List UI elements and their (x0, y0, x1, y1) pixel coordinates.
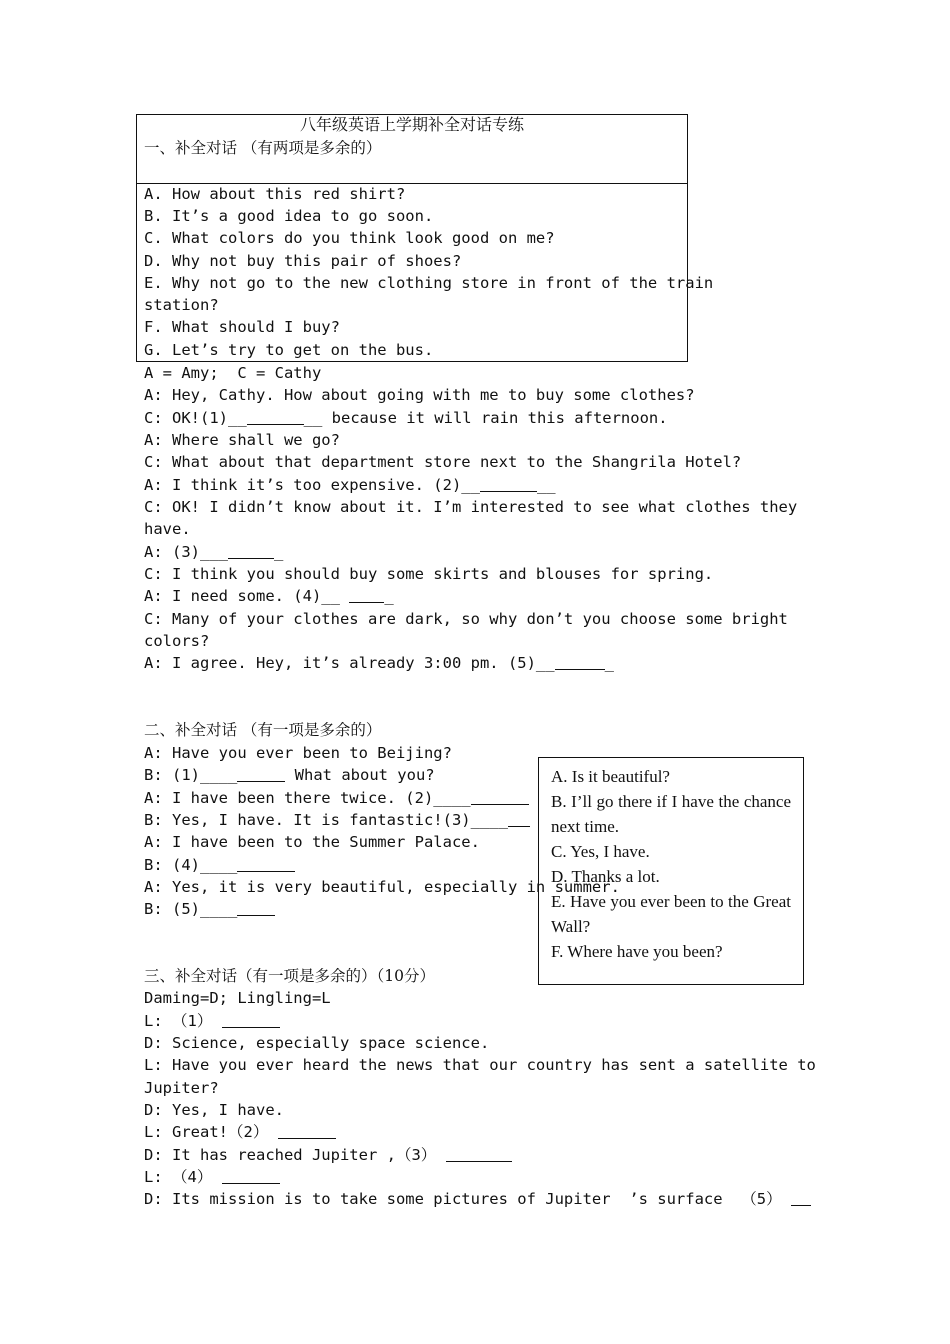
roles-line: A = Amy; C = Cathy (144, 364, 322, 382)
option-b: B. It’s a good idea to go soon. (144, 207, 434, 225)
dialog-line: A: I need some. (4)__ _ (144, 587, 394, 605)
option-b: B. I’ll go there if I have the chance next time. (551, 792, 791, 836)
section-2-heading: 二、补全对话 （有一项是多余的） (144, 721, 382, 739)
option-f: F. Where have you been? (551, 942, 723, 961)
dialog-line: A: Where shall we go? (144, 431, 340, 449)
dialog-line: C: Many of your clothes are dark, so why don’t you choose some bright (144, 610, 788, 628)
option-e-cont: station? (144, 296, 219, 314)
blank-5[interactable] (555, 653, 605, 670)
dialog-line: C: What about that department store next to the Shangrila Hotel? (144, 453, 742, 471)
dialog-line: C: OK! I didn’t know about it. I’m interested to see what clothes they (144, 498, 798, 516)
dialog-line: L: （4） (144, 1166, 280, 1188)
dialog-line: have. (144, 520, 191, 538)
blank-1[interactable] (247, 408, 304, 425)
blank-1[interactable] (222, 1011, 280, 1028)
option-e: E. Why not go to the new clothing store in front of the train (144, 274, 714, 292)
dialog-line: A: I have been there twice. (2)____ (144, 787, 529, 809)
option-g: G. Let’s try to get on the bus. (144, 341, 434, 359)
blank-2[interactable] (480, 475, 537, 492)
dialog-line: L: （1） (144, 1010, 280, 1032)
option-f: F. What should I buy? (144, 318, 340, 336)
dialog-line: D: Science, especially space science. (144, 1034, 490, 1052)
blank-5[interactable] (237, 899, 275, 916)
options-box-2 (538, 757, 804, 985)
dialog-line: A: Have you ever been to Beijing? (144, 744, 452, 762)
dialog-line: A: I think it’s too expensive. (2)__ __ (144, 476, 556, 494)
option-e: E. Have you ever been to the Great Wall? (551, 892, 791, 936)
dialog-line: A: I have been to the Summer Palace. (144, 833, 480, 851)
blank-3[interactable] (228, 542, 274, 559)
dialog-line: Jupiter? (144, 1079, 219, 1097)
dialog-line: A: (3)___ _ (144, 543, 284, 561)
dialog-line: D: Yes, I have. (144, 1101, 284, 1119)
dialog-line: colors? (144, 632, 210, 650)
dialog-line: C: I think you should buy some skirts and blouses for spring. (144, 565, 714, 583)
dialog-line: D: Its mission is to take some pictures of Jupiter ’s surface （5） (144, 1188, 811, 1210)
blank-5[interactable] (791, 1189, 811, 1206)
dialog-line: A: Yes, it is very beautiful, especially in summer. (144, 878, 620, 896)
section-3-heading: 三、补全对话（有一项是多余的）（10分） (144, 967, 435, 985)
blank-3[interactable] (508, 810, 530, 827)
blank-3[interactable] (446, 1145, 512, 1162)
dialog-line: A: Hey, Cathy. How about going with me to buy some clothes? (144, 386, 695, 404)
blank-1[interactable] (237, 765, 285, 782)
option-d: D. Why not buy this pair of shoes? (144, 252, 462, 270)
blank-2[interactable] (471, 788, 529, 805)
blank-4[interactable] (349, 586, 384, 603)
option-c: C. Yes, I have. (551, 842, 650, 861)
dialog-line: C: OK!(1)__ __ because it will rain this afternoon. (144, 409, 668, 427)
dialog-line: B: Yes, I have. It is fantastic!(3)____ (144, 809, 530, 831)
dialog-line: B: (5)____ (144, 898, 275, 920)
dialog-line: A: I agree. Hey, it’s already 3:00 pm. (5)__ _ (144, 654, 614, 672)
dialog-line: B: (1)____ What about you? (144, 766, 435, 784)
section-1-heading: 一、补全对话 （有两项是多余的） (144, 139, 382, 157)
roles-line: Daming=D; Lingling=L (144, 989, 331, 1007)
blank-2[interactable] (278, 1122, 336, 1139)
dialog-line: D: It has reached Jupiter ,（3） (144, 1144, 512, 1166)
option-a: A. Is it beautiful? (551, 767, 670, 786)
option-d: D. Thanks a lot. (551, 867, 660, 886)
blank-4[interactable] (237, 855, 295, 872)
dialog-line: L: Have you ever heard the news that our country has sent a satellite to (144, 1056, 816, 1074)
dialog-line: L: Great!（2） (144, 1121, 336, 1143)
option-a: A. How about this red shirt? (144, 185, 406, 203)
page-title: 八年级英语上学期补全对话专练 (299, 115, 524, 134)
option-c: C. What colors do you think look good on me? (144, 229, 555, 247)
blank-4[interactable] (222, 1167, 280, 1184)
dialog-line: B: (4)____ (144, 854, 295, 876)
